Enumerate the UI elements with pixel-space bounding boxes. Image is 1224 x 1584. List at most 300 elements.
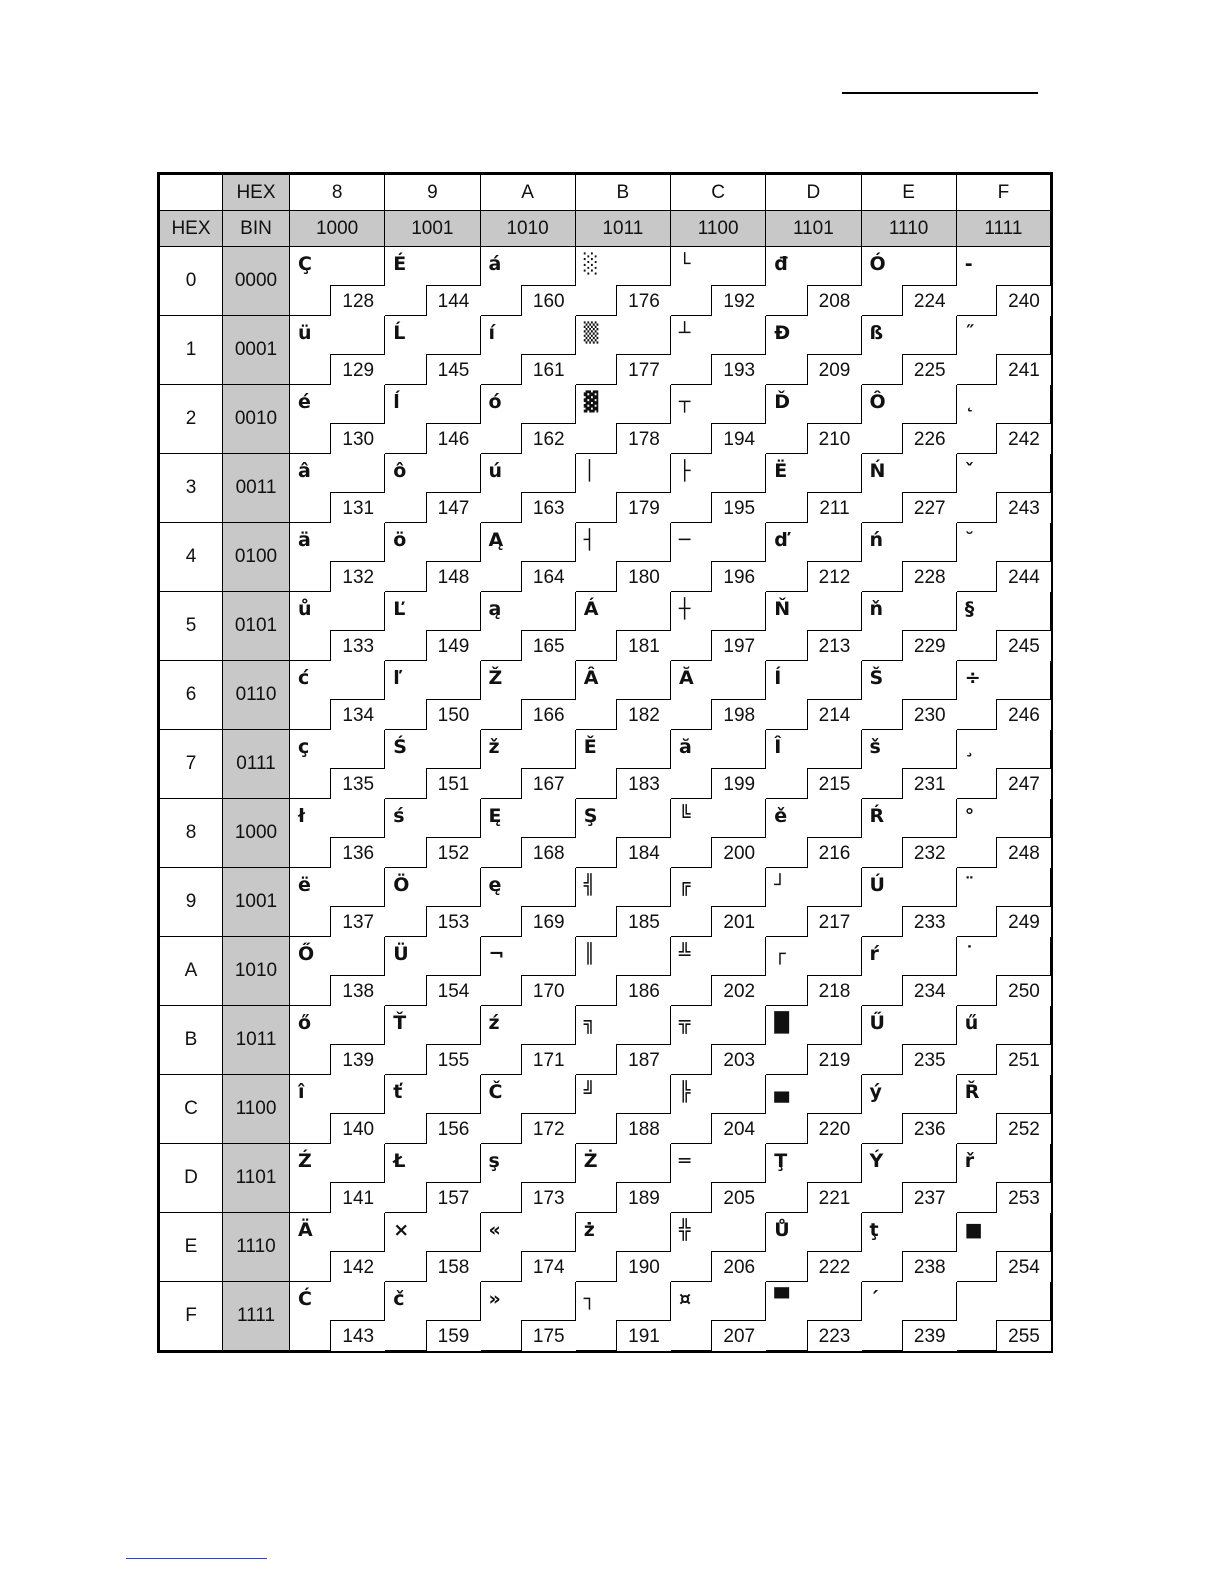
- decimal-code: 177: [616, 354, 671, 385]
- character-cell: [385, 454, 480, 523]
- decimal-code: 247: [996, 768, 1051, 799]
- decimal-code: 134: [330, 699, 385, 730]
- character-cell: [671, 1075, 766, 1144]
- decimal-code: 220: [807, 1113, 862, 1144]
- character-glyph: ´: [869, 1288, 879, 1310]
- character-cell: [385, 1213, 480, 1282]
- decimal-code: 150: [426, 699, 481, 730]
- character-cell: [290, 1213, 385, 1282]
- decimal-code: 202: [711, 975, 766, 1006]
- character-glyph: ű: [964, 1012, 979, 1034]
- decimal-code: 240: [996, 285, 1051, 316]
- character-cell: [671, 523, 766, 592]
- column-hex-a: A: [480, 174, 575, 211]
- decimal-code: 190: [616, 1251, 671, 1282]
- character-glyph: ╠: [679, 1081, 691, 1103]
- row-hex-label: A: [159, 937, 223, 1006]
- character-glyph: ą: [488, 598, 502, 620]
- table-row: [159, 868, 1052, 937]
- decimal-code: 151: [426, 768, 481, 799]
- character-glyph: ╚: [679, 805, 691, 827]
- decimal-code: 137: [330, 906, 385, 937]
- decimal-code: 206: [711, 1251, 766, 1282]
- character-glyph: ─: [679, 529, 691, 551]
- character-cell: [861, 454, 956, 523]
- character-cell: [480, 661, 575, 730]
- character-glyph: ý: [869, 1081, 882, 1103]
- character-glyph: ╗: [583, 1012, 596, 1034]
- decimal-code: 210: [807, 423, 862, 454]
- character-cell: [671, 868, 766, 937]
- character-cell: [766, 1282, 861, 1352]
- decimal-code: 178: [616, 423, 671, 454]
- character-cell: [766, 385, 861, 454]
- character-glyph: ç: [298, 736, 310, 758]
- character-cell: [766, 523, 861, 592]
- decimal-code: 187: [616, 1044, 671, 1075]
- character-glyph: Č: [488, 1081, 503, 1103]
- character-cell: [861, 592, 956, 661]
- column-hex-c: C: [671, 174, 766, 211]
- decimal-code: 175: [521, 1320, 576, 1351]
- decimal-code: 234: [902, 975, 957, 1006]
- decimal-code: 140: [330, 1113, 385, 1144]
- character-glyph: é: [298, 391, 311, 413]
- character-cell: [766, 247, 861, 316]
- decimal-code: 180: [616, 561, 671, 592]
- character-glyph: Ň: [774, 598, 791, 620]
- character-glyph: Ş: [583, 805, 598, 827]
- character-cell: [385, 730, 480, 799]
- character-glyph: ä: [298, 529, 311, 551]
- character-cell: [861, 316, 956, 385]
- character-cell: [575, 523, 670, 592]
- character-glyph: Đ: [774, 322, 791, 344]
- character-glyph: Ő: [298, 943, 315, 965]
- table-row: [159, 454, 1052, 523]
- character-cell: [385, 799, 480, 868]
- character-cell: [290, 937, 385, 1006]
- character-glyph: Ń: [869, 460, 886, 482]
- character-glyph: ┴: [679, 322, 691, 344]
- character-cell: [480, 1282, 575, 1352]
- decimal-code: 131: [330, 492, 385, 523]
- character-cell: [290, 1075, 385, 1144]
- decimal-code: 159: [426, 1320, 481, 1351]
- character-cell: [956, 523, 1051, 592]
- character-code-table: [157, 172, 1053, 1353]
- decimal-code: 253: [996, 1182, 1051, 1213]
- row-hex-label: 1: [159, 316, 223, 385]
- column-bin-e: 1110: [861, 211, 956, 247]
- column-bin-8: 1000: [290, 211, 385, 247]
- decimal-code: 139: [330, 1044, 385, 1075]
- column-hex-b: B: [575, 174, 670, 211]
- character-cell: [575, 661, 670, 730]
- decimal-code: 193: [711, 354, 766, 385]
- decimal-code: 152: [426, 837, 481, 868]
- character-cell: [290, 799, 385, 868]
- decimal-code: 244: [996, 561, 1051, 592]
- character-glyph: ˇ: [964, 460, 975, 482]
- character-cell: [956, 1075, 1051, 1144]
- decimal-code: 223: [807, 1320, 862, 1351]
- decimal-code: 195: [711, 492, 766, 523]
- character-glyph: ┬: [679, 391, 691, 413]
- character-glyph: ź: [488, 1012, 500, 1034]
- decimal-code: 160: [521, 285, 576, 316]
- character-cell: [956, 868, 1051, 937]
- table-row: [159, 592, 1052, 661]
- decimal-code: 204: [711, 1113, 766, 1144]
- character-glyph: á: [488, 253, 502, 275]
- decimal-code: 211: [807, 492, 862, 523]
- row-bin-label: 0001: [223, 316, 290, 385]
- character-glyph: ş: [488, 1150, 500, 1172]
- decimal-code: 254: [996, 1251, 1051, 1282]
- decimal-code: 219: [807, 1044, 862, 1075]
- character-glyph: °: [964, 805, 975, 827]
- table-row: [159, 316, 1052, 385]
- character-glyph: Ź: [298, 1150, 312, 1172]
- character-cell: [385, 385, 480, 454]
- decimal-code: 146: [426, 423, 481, 454]
- table-row: [159, 1144, 1052, 1213]
- row-bin-label: 1010: [223, 937, 290, 1006]
- character-glyph: ╝: [583, 1081, 596, 1103]
- character-glyph: ░: [583, 253, 599, 275]
- character-glyph: ó: [488, 391, 502, 413]
- decimal-code: 228: [902, 561, 957, 592]
- row-hex-label: C: [159, 1075, 223, 1144]
- decimal-code: 164: [521, 561, 576, 592]
- decimal-code: 200: [711, 837, 766, 868]
- character-cell: [766, 799, 861, 868]
- character-glyph: ▀: [774, 1288, 789, 1310]
- character-glyph: ř: [964, 1150, 975, 1172]
- character-cell: [766, 730, 861, 799]
- character-cell: [861, 523, 956, 592]
- character-glyph: Ô: [869, 391, 886, 413]
- character-cell: [956, 1282, 1051, 1352]
- character-glyph: ├: [679, 460, 691, 482]
- table-row: [159, 247, 1052, 316]
- character-glyph: č: [393, 1288, 405, 1310]
- character-glyph: ă: [679, 736, 692, 758]
- character-glyph: ˙: [964, 943, 975, 965]
- character-cell: [575, 454, 670, 523]
- character-cell: [766, 1075, 861, 1144]
- character-glyph: Ď: [774, 391, 791, 413]
- character-cell: [290, 592, 385, 661]
- character-cell: [766, 661, 861, 730]
- character-glyph: ż: [583, 1219, 595, 1241]
- decimal-code: 217: [807, 906, 862, 937]
- character-cell: [575, 799, 670, 868]
- character-glyph: ˝: [964, 322, 975, 344]
- character-cell: [861, 868, 956, 937]
- decimal-code: 128: [330, 285, 385, 316]
- character-glyph: Ů: [774, 1219, 790, 1241]
- row-bin-label: 0110: [223, 661, 290, 730]
- decimal-code: 161: [521, 354, 576, 385]
- character-glyph: Ŕ: [869, 805, 885, 827]
- character-glyph: É: [393, 253, 407, 275]
- row-bin-label: 1000: [223, 799, 290, 868]
- character-cell: [956, 937, 1051, 1006]
- bin-header-label: BIN: [223, 211, 290, 247]
- table-row: [159, 1075, 1052, 1144]
- row-bin-label: 0100: [223, 523, 290, 592]
- character-glyph: ň: [869, 598, 884, 620]
- character-glyph: ▒: [583, 322, 599, 344]
- decimal-code: 149: [426, 630, 481, 661]
- decimal-code: 218: [807, 975, 862, 1006]
- character-glyph: Ö: [393, 874, 410, 896]
- decimal-code: 215: [807, 768, 862, 799]
- character-glyph: ═: [679, 1150, 691, 1172]
- character-cell: [766, 454, 861, 523]
- decimal-code: 170: [521, 975, 576, 1006]
- character-cell: [766, 592, 861, 661]
- decimal-code: 233: [902, 906, 957, 937]
- decimal-code: 147: [426, 492, 481, 523]
- decimal-code: 166: [521, 699, 576, 730]
- character-cell: [480, 1006, 575, 1075]
- character-glyph: Ę: [488, 805, 502, 827]
- corner-cell: [159, 174, 223, 211]
- decimal-code: 169: [521, 906, 576, 937]
- decimal-code: 165: [521, 630, 576, 661]
- decimal-code: 189: [616, 1182, 671, 1213]
- character-cell: [480, 1213, 575, 1282]
- character-cell: [290, 1282, 385, 1352]
- character-cell: [861, 1144, 956, 1213]
- footer-link-rule: [126, 1558, 267, 1559]
- character-cell: [956, 592, 1051, 661]
- decimal-code: 186: [616, 975, 671, 1006]
- row-bin-label: 1110: [223, 1213, 290, 1282]
- row-bin-label: 0101: [223, 592, 290, 661]
- character-glyph: ˘: [964, 529, 975, 551]
- decimal-code: 145: [426, 354, 481, 385]
- row-hex-label: F: [159, 1282, 223, 1352]
- character-cell: [671, 1144, 766, 1213]
- row-bin-label: 1001: [223, 868, 290, 937]
- character-cell: [290, 316, 385, 385]
- character-cell: [766, 937, 861, 1006]
- decimal-code: 168: [521, 837, 576, 868]
- character-cell: [671, 1282, 766, 1352]
- column-bin-c: 1100: [671, 211, 766, 247]
- character-glyph: ╬: [679, 1219, 691, 1241]
- character-glyph: ď: [774, 529, 788, 551]
- character-glyph: š: [869, 736, 881, 758]
- character-glyph: ╣: [583, 874, 596, 896]
- column-hex-8: 8: [290, 174, 385, 211]
- decimal-code: 130: [330, 423, 385, 454]
- decimal-code: 148: [426, 561, 481, 592]
- character-glyph: î: [298, 1081, 305, 1103]
- character-cell: [290, 1144, 385, 1213]
- character-glyph: ┤: [583, 529, 596, 551]
- character-glyph: Ü: [393, 943, 409, 965]
- character-glyph: ¤: [679, 1288, 692, 1310]
- decimal-code: 153: [426, 906, 481, 937]
- character-glyph: Â: [583, 667, 599, 689]
- character-cell: [861, 1213, 956, 1282]
- character-cell: [861, 247, 956, 316]
- character-glyph: ■: [964, 1219, 983, 1241]
- table-row: [159, 937, 1052, 1006]
- character-glyph: «: [488, 1219, 501, 1241]
- column-hex-f: F: [956, 174, 1051, 211]
- column-bin-d: 1101: [766, 211, 861, 247]
- character-cell: [861, 385, 956, 454]
- row-hex-label: 0: [159, 247, 223, 316]
- character-cell: [766, 868, 861, 937]
- column-bin-a: 1010: [480, 211, 575, 247]
- character-cell: [861, 661, 956, 730]
- character-cell: [766, 316, 861, 385]
- decimal-code: 243: [996, 492, 1051, 523]
- decimal-code: 207: [711, 1320, 766, 1351]
- decimal-code: 143: [330, 1320, 385, 1351]
- character-glyph: Ą: [488, 529, 504, 551]
- table-row: [159, 385, 1052, 454]
- character-cell: [575, 1075, 670, 1144]
- character-cell: [385, 937, 480, 1006]
- hex-header-row: [159, 174, 1052, 211]
- decimal-code: 239: [902, 1320, 957, 1351]
- character-glyph: Ă: [679, 667, 694, 689]
- character-cell: [290, 247, 385, 316]
- character-cell: [575, 1213, 670, 1282]
- character-glyph: Ä: [298, 1219, 313, 1241]
- character-cell: [385, 1006, 480, 1075]
- character-cell: [671, 1213, 766, 1282]
- decimal-code: 167: [521, 768, 576, 799]
- decimal-code: 222: [807, 1251, 862, 1282]
- character-glyph: ┘: [774, 874, 786, 896]
- row-hex-label: 3: [159, 454, 223, 523]
- character-cell: [290, 661, 385, 730]
- character-cell: [861, 937, 956, 1006]
- decimal-code: 162: [521, 423, 576, 454]
- character-glyph: ŕ: [869, 943, 879, 965]
- decimal-code: 242: [996, 423, 1051, 454]
- character-cell: [956, 316, 1051, 385]
- decimal-code: 155: [426, 1044, 481, 1075]
- character-glyph: Ú: [869, 874, 885, 896]
- character-glyph: ß: [869, 322, 884, 344]
- row-hex-label: 5: [159, 592, 223, 661]
- decimal-code: 236: [902, 1113, 957, 1144]
- table-body: [159, 174, 1052, 1352]
- character-cell: [480, 868, 575, 937]
- decimal-code: 229: [902, 630, 957, 661]
- bin-header-row: [159, 211, 1052, 247]
- character-glyph: ╔: [679, 874, 691, 896]
- decimal-code: 179: [616, 492, 671, 523]
- decimal-code: 192: [711, 285, 766, 316]
- character-glyph: ╦: [679, 1012, 691, 1034]
- row-hex-label: 9: [159, 868, 223, 937]
- character-cell: [575, 247, 670, 316]
- row-hex-label: 4: [159, 523, 223, 592]
- character-cell: [671, 454, 766, 523]
- character-glyph: ť: [393, 1081, 403, 1103]
- character-cell: [861, 1006, 956, 1075]
- character-cell: [956, 1144, 1051, 1213]
- character-glyph: ˛: [964, 391, 975, 413]
- column-hex-d: D: [766, 174, 861, 211]
- character-glyph: ÷: [964, 667, 981, 689]
- character-cell: [956, 799, 1051, 868]
- character-glyph: Ć: [298, 1288, 312, 1310]
- decimal-code: 250: [996, 975, 1051, 1006]
- character-glyph: ć: [298, 667, 310, 689]
- decimal-code: 133: [330, 630, 385, 661]
- character-cell: [385, 316, 480, 385]
- character-glyph: ô: [393, 460, 407, 482]
- decimal-code: 174: [521, 1251, 576, 1282]
- character-cell: [861, 799, 956, 868]
- character-glyph: »: [488, 1288, 501, 1310]
- character-glyph: │: [583, 460, 596, 482]
- character-cell: [385, 1144, 480, 1213]
- character-cell: [575, 937, 670, 1006]
- character-cell: [480, 523, 575, 592]
- decimal-code: 221: [807, 1182, 862, 1213]
- character-glyph: ţ: [869, 1219, 879, 1241]
- decimal-code: 205: [711, 1182, 766, 1213]
- character-cell: [575, 868, 670, 937]
- character-cell: [671, 592, 766, 661]
- character-cell: [671, 247, 766, 316]
- decimal-code: 227: [902, 492, 957, 523]
- character-glyph: ú: [488, 460, 503, 482]
- decimal-code: 230: [902, 699, 957, 730]
- character-cell: [671, 799, 766, 868]
- character-glyph: Î: [774, 736, 782, 758]
- decimal-code: 173: [521, 1182, 576, 1213]
- character-glyph: Ĺ: [393, 322, 406, 344]
- decimal-code: 208: [807, 285, 862, 316]
- character-glyph: í: [488, 322, 496, 344]
- character-cell: [385, 523, 480, 592]
- character-glyph: Ł: [393, 1150, 406, 1172]
- character-cell: [671, 730, 766, 799]
- row-hex-label: D: [159, 1144, 223, 1213]
- character-glyph: ║: [583, 943, 596, 965]
- character-glyph: Ě: [583, 736, 597, 758]
- decimal-code: 135: [330, 768, 385, 799]
- decimal-code: 138: [330, 975, 385, 1006]
- character-glyph: Ť: [393, 1012, 407, 1034]
- character-cell: [385, 247, 480, 316]
- character-glyph: ł: [298, 805, 306, 827]
- decimal-code: 252: [996, 1113, 1051, 1144]
- character-cell: [861, 1075, 956, 1144]
- character-cell: [766, 1213, 861, 1282]
- character-glyph: Ű: [869, 1012, 885, 1034]
- character-cell: [575, 730, 670, 799]
- decimal-code: 214: [807, 699, 862, 730]
- character-glyph: Ř: [964, 1081, 980, 1103]
- decimal-code: 197: [711, 630, 766, 661]
- character-glyph: ö: [393, 529, 407, 551]
